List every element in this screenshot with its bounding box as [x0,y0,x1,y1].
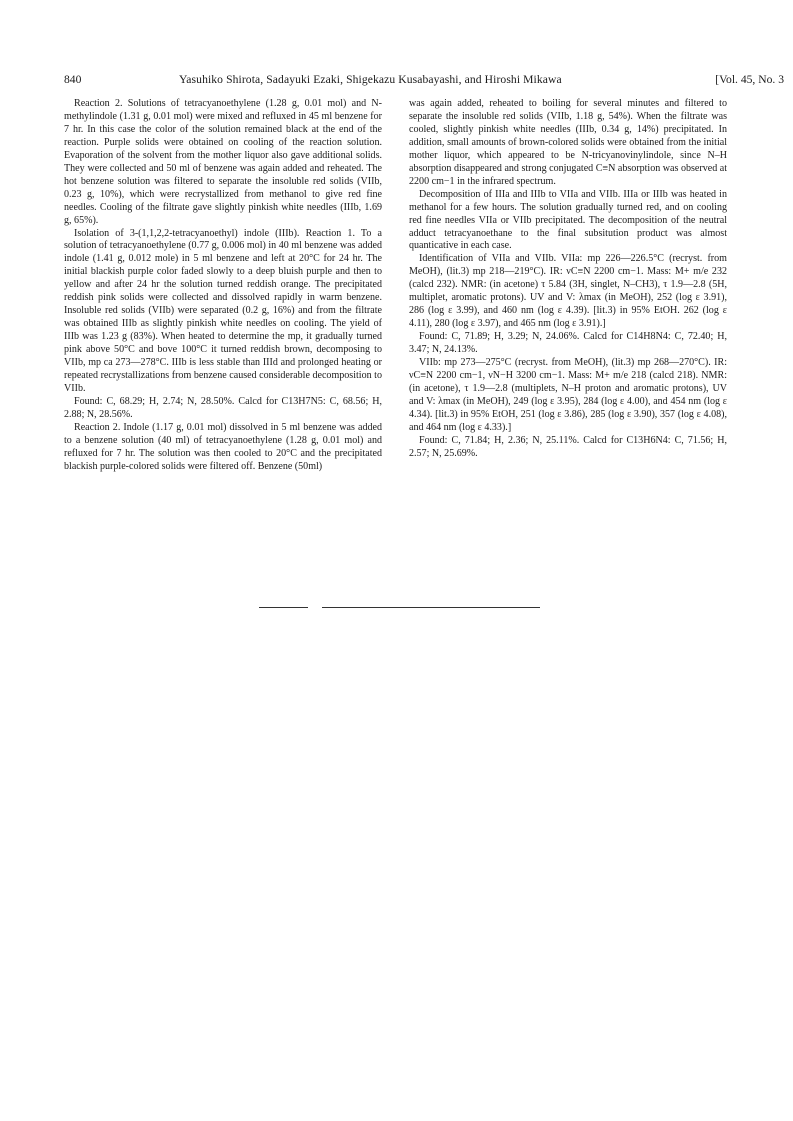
paragraph: Found: C, 71.84; H, 2.36; N, 25.11%. Calcd for C13H6N4: C, 71.56; H, 2.57; N, 25.69%. [409,434,727,459]
divider-rule [259,607,308,608]
left-column [64,98,382,474]
paragraph: was again added, reheated to boiling for several minutes and filtered to separate the insoluble red solids (VIIb, 1.18 g, 54%). When the filtrate was cooled, slightly pinkish white needles (IIIb, 0.34 g, 14%) precipitated. In addition, small amounts of brown-colored solids were obtained from the initial mother liquor, which appeared to be N-tricyanovinylindole, since N–H absorption disappeared and strong conjugated C≡N absorption was observed at 2200 cm−1 in the infrared spectrum. [409,98,727,187]
page-header [64,72,786,88]
paragraph: Found: C, 68.29; H, 2.74; N, 28.50%. Calcd for C13H7N5: C, 68.56; H, 2.88; N, 28.56%. [64,395,382,420]
paragraph: Isolation of 3-(1,1,2,2-tetracyanoethyl) indole (IIIb). Reaction 1. To a solution of tetracyanoethylene (0.77 g, 0.006 mol) in 40 ml benzene was added indole (1.41 g, 0.012 mole) in 5 ml benzene and left at 20°C for 24 hr. The initial blackish purple color faded slowly to a deep bluish purple and then to yellow and after 24 hr the solution turned reddish orange. The precipitated reddish pink solids were collected and dissolved rapidly in warm benzene. Insoluble red solids (VIIb) were separated (0.2 g, 16%) and from the filtrate was obtained IIIb as slightly pinkish white needles on cooling. The yield of IIIb was 1.23 g (83%). When heated to determine the mp, it gradually turned pink above 50°C and bove 100°C it turned reddish brown, decomposing to VIIb, mp ca 273—278°C. IIIb is less stable than IIId and prolonged heating or repeated recrystallizations from benzene caused considerable decomposition to VIIb. [64,227,382,394]
page-number: 840 [64,73,82,86]
paragraph: Identification of VIIa and VIIb. VIIa: mp 226—226.5°C (recryst. from MeOH), (lit.3) mp 218—219°C). IR: νC≡N 2200 cm−1. Mass: M+ m/e 232 (calcd 232). NMR: (in acetone) τ 5.84 (3H, singlet, N–CH3), τ 1.9—2.8 (5H, multiplet, aromatic protons). UV and V: λmax (in MeOH), 252 (log ε 3.91), 286 (log ε 3.99), and 460 nm (log ε 4.39). [lit.3) in 95% EtOH. 262 (log ε 4.11), 280 (log ε 3.97), and 465 nm (log ε 3.91).] [409,253,727,330]
right-column [409,98,727,461]
paragraph: Reaction 2. Solutions of tetracyanoethylene (1.28 g, 0.01 mol) and N-methylindole (1.31 g, 0.01 mol) were mixed and refluxed in 45 ml benzene for 7 hr. In this case the color of the solution remained black at the end of the reaction. Purple solids were obtained on cooling of the reaction solution. Evaporation of the solvent from the mother liquor also gave additional solids. They were collected and 50 ml of benzene was again added and reheated. The hot benzene solution was filtered to separate the insoluble red solids (VIIb, 0.23 g, 10%), which were recrystallized from methanol to give red fine needles. Cooling of the filtrate gave slightly pinkish white needles (IIIb, 1.69 g, 65%). [64,98,382,226]
paragraph: Found: C, 71.89; H, 3.29; N, 24.06%. Calcd for C14H8N4: C, 72.40; H, 3.47; N, 24.13%. [409,331,727,356]
paragraph: VIIb: mp 273—275°C (recryst. from MeOH), (lit.3) mp 268—270°C). IR: νC≡N 2200 cm−1, νN−H 3200 cm−1. Mass: M+ m/e 218 (calcd 218). NMR: (in acetone), τ 1.9—2.8 (multiplets, N–H proton and aromatic protons), UV and V: λmax (in MeOH), 249 (log ε 3.95), 284 (log ε 4.00), and 454 nm (log ε 4.34). [lit.3) in 95% EtOH, 251 (log ε 3.86), 285 (log ε 3.90), 357 (log ε 4.08), and 464 nm (log ε 4.33).] [409,357,727,433]
divider-rule [322,607,540,608]
running-head-authors: Yasuhiko Shirota, Sadayuki Ezaki, Shigekazu Kusabayashi, and Hiroshi Mikawa [179,73,562,86]
paragraph: Decomposition of IIIa and IIIb to VIIa and VIIb. IIIa or IIIb was heated in methanol for a few hours. The solution gradually turned red, and on cooling red fine needles VIIa or VIIb precipitated. The decomposition of the neutral adduct tetracyanoethane to the final subsitution product was almost quanticative in each case. [409,188,727,252]
volume-info: [Vol. 45, No. 3 [715,73,784,86]
paragraph: Reaction 2. Indole (1.17 g, 0.01 mol) dissolved in 5 ml benzene was added to a benzene solution (40 ml) of tetracyanoethylene (1.28 g, 0.01 mol) and refluxed for 7 hr. The solution was then cooled to 20°C and the precipitated blackish purple-colored solids were filtered off. Benzene (50ml) [64,421,382,472]
